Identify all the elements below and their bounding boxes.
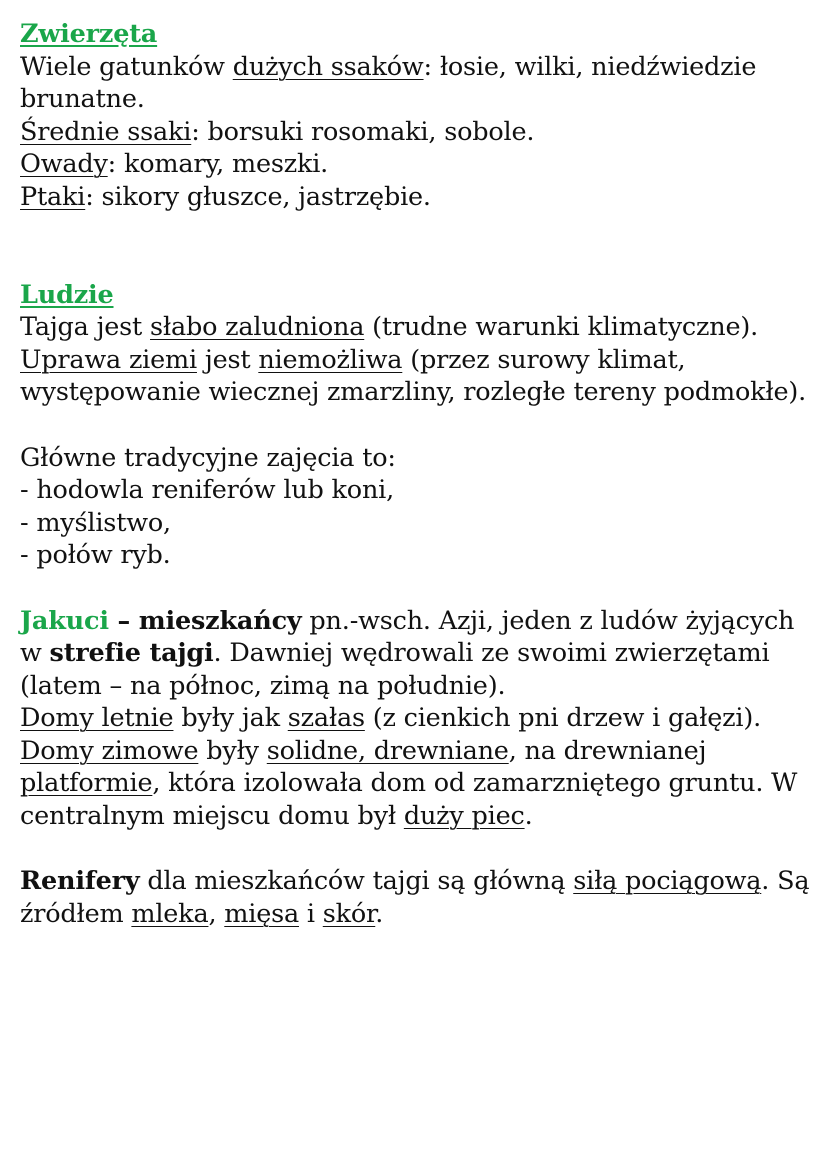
spacer [20,572,820,605]
paragraph-srednie-ssaki: Średnie ssaki: borsuki rosomaki, sobole. [20,116,535,147]
paragraph-zaludnienie: Tajga jest słabo zaludniona (trudne warunki klimatyczne). [20,312,758,343]
paragraph-renifery: Renifery dla mieszkańców tajgi są główną siłą pociągową. Są źródłem mleka, mięsa i skór. [20,866,810,929]
zajecia-intro: Główne tradycyjne zajęcia to: [20,442,396,473]
paragraph-domy-letnie: Domy letnie były jak szałas (z cienkich pni drzew i gałęzi). [20,703,761,734]
spacer [20,214,820,279]
spacer [20,833,820,866]
term-jakuci: Jakuci [20,605,109,636]
document-text [20,18,820,930]
list-item: - hodowla reniferów lub koni, [20,475,395,506]
section-renifery [20,865,820,930]
spacer [20,409,820,442]
list-item: - połów ryb. [20,540,171,571]
paragraph-domy-zimowe: Domy zimowe były solidne, drewniane, na drewnianej platformie, która izolowała dom od zamarzniętego gruntu. W centralnym miejscu domu był duży piec. [20,735,798,832]
heading-zwierzeta: Zwierzęta [20,19,158,49]
paragraph-jakuci: Jakuci – mieszkańcy pn.-wsch. Azji, jeden z ludów żyjących w strefie tajgi. Dawniej wędrowali ze swoimi zwierzętami (latem – na północ, zimą na południe). [20,605,795,701]
section-zwierzeta [20,18,820,214]
section-jakuci [20,605,820,833]
paragraph-owady: Owady: komary, meszki. [20,149,329,180]
paragraph-duze-ssaki: Wiele gatunków dużych ssaków: łosie, wilki, niedźwiedzie brunatne. [20,51,757,115]
section-ludzie [20,279,820,572]
heading-ludzie: Ludzie [20,279,114,310]
paragraph-uprawa: Uprawa ziemi jest niemożliwa (przez surowy klimat, występowanie wiecznej zmarzliny, rozległe tereny podmokłe). [20,344,807,408]
list-item: - myślistwo, [20,507,171,538]
paragraph-ptaki: Ptaki: sikory głuszce, jastrzębie. [20,181,431,212]
